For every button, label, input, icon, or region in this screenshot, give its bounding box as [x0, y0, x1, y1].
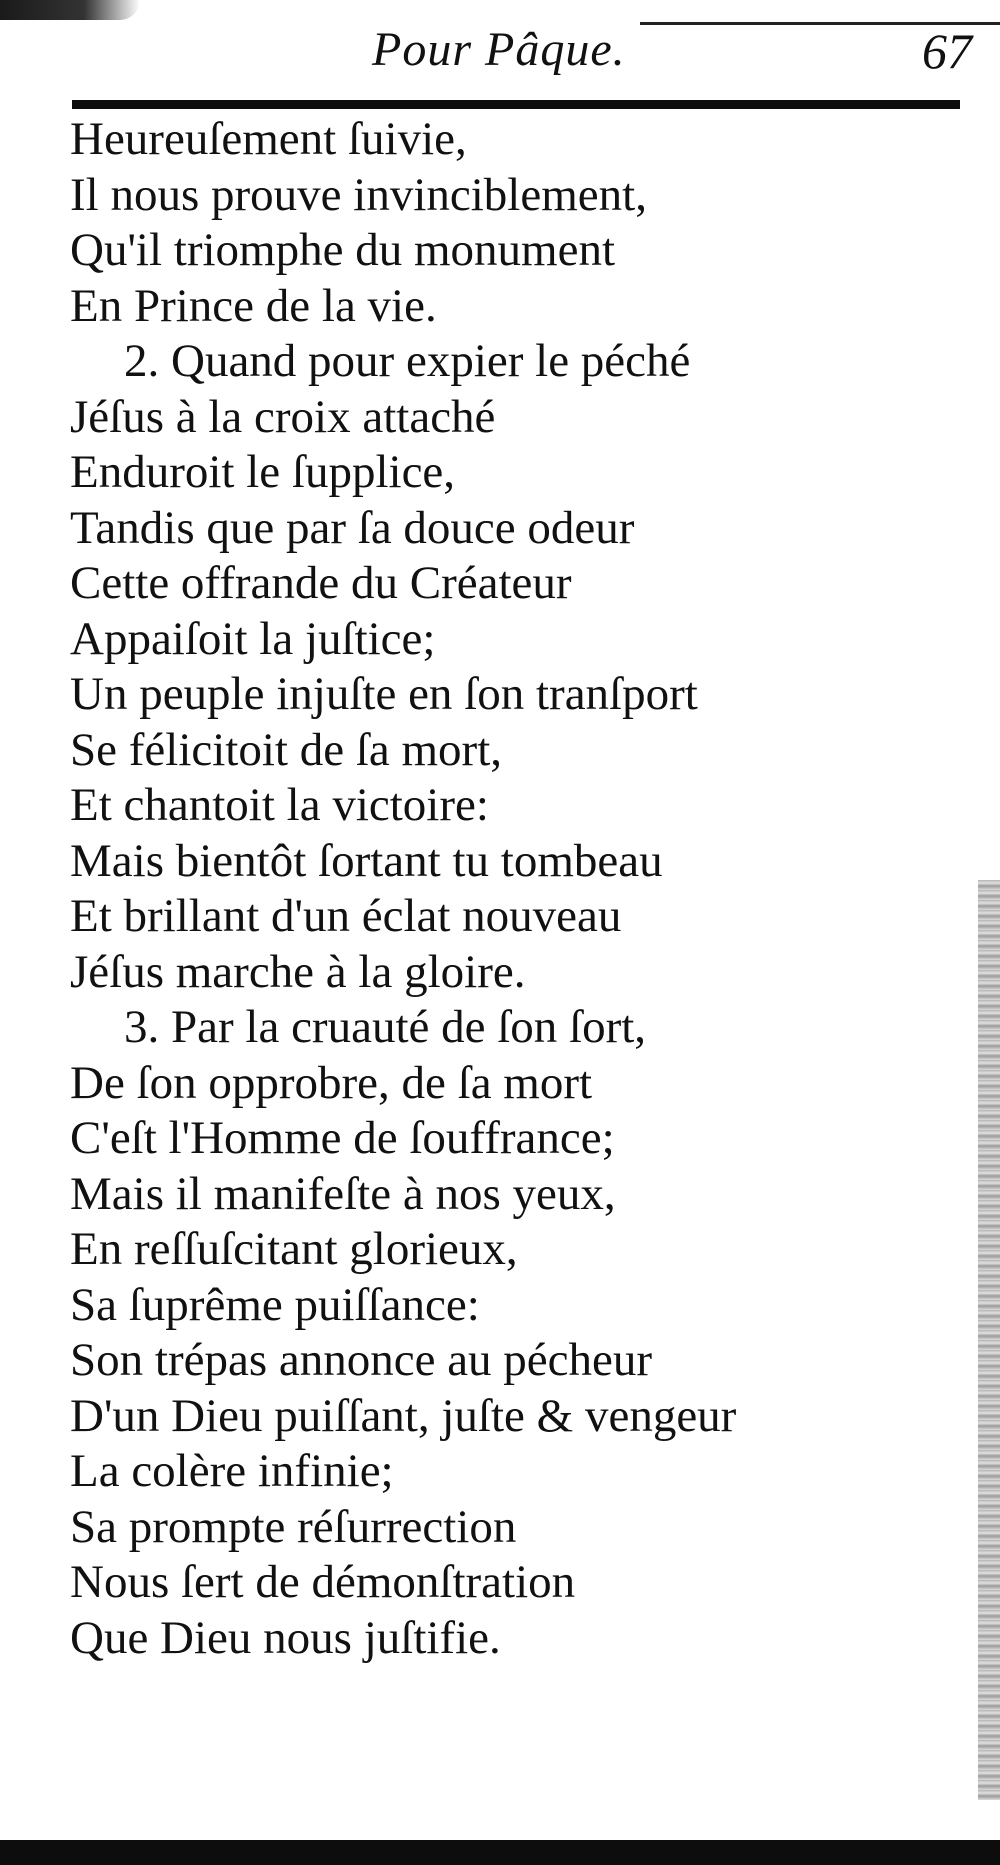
verse-line: Nous ſert de démonſtration — [70, 1556, 576, 1608]
verse-line: Que Dieu nous juſtifie. — [70, 1611, 501, 1664]
hymn-text — [70, 112, 950, 1666]
verse-line: Qu'il triomphe du monument — [70, 224, 615, 276]
top-ornament — [0, 0, 140, 20]
running-title: Pour Pâque. — [372, 23, 626, 76]
verse-line: Jéſus à la croix attaché — [70, 390, 496, 443]
verse-line: Sa ſuprême puiſſance: — [70, 1278, 480, 1331]
page-number: 67 — [922, 23, 972, 79]
verse-line: Et chantoit la victoire: — [70, 779, 489, 831]
verse-line: Tandis que par ſa douce odeur — [70, 501, 635, 554]
verse-line: Cette offrande du Créateur — [70, 557, 572, 609]
bottom-rule — [0, 1840, 1000, 1865]
verse-line: Mais bientôt ſortant tu tombeau — [70, 834, 663, 887]
verse-line: D'un Dieu puiſſant, juſte & vengeur — [70, 1389, 737, 1442]
verse-line: Heureuſement ſuivie, — [70, 113, 467, 165]
page-edge-shadow — [978, 880, 1000, 1800]
running-head — [72, 22, 972, 102]
verse-line: Jéſus marche à la gloire. — [70, 945, 526, 998]
header-rule — [72, 100, 960, 109]
verse-line: De ſon opprobre, de ſa mort — [70, 1056, 593, 1109]
verse-line: Enduroit le ſupplice, — [70, 446, 456, 498]
verse-line: Se félicitoit de ſa mort, — [70, 723, 503, 776]
verse-line: C'eſt l'Homme de ſouffrance; — [70, 1112, 615, 1164]
verse-line: Son trépas annonce au pécheur — [70, 1334, 653, 1386]
verse-line: La colère infinie; — [70, 1445, 394, 1497]
verse-line: En Prince de la vie. — [70, 279, 437, 332]
verse-line: Sa prompte réſurrection — [70, 1500, 517, 1553]
verse-line: Et brillant d'un éclat nouveau — [70, 890, 622, 942]
verse-line: Un peuple injuſte en ſon tranſport — [70, 668, 698, 720]
stanza-start-line: 3. Par la cruauté de ſon ſort, — [124, 1001, 647, 1053]
verse-line: En reſſuſcitant glorieux, — [70, 1223, 518, 1275]
verse-line: Il nous prouve invinciblement, — [70, 168, 647, 221]
verse-line: Appaiſoit la juſtice; — [70, 612, 436, 665]
stanza-start-line: 2. Quand pour expier le péché — [124, 335, 691, 387]
verse-line: Mais il manifeſte à nos yeux, — [70, 1167, 616, 1220]
